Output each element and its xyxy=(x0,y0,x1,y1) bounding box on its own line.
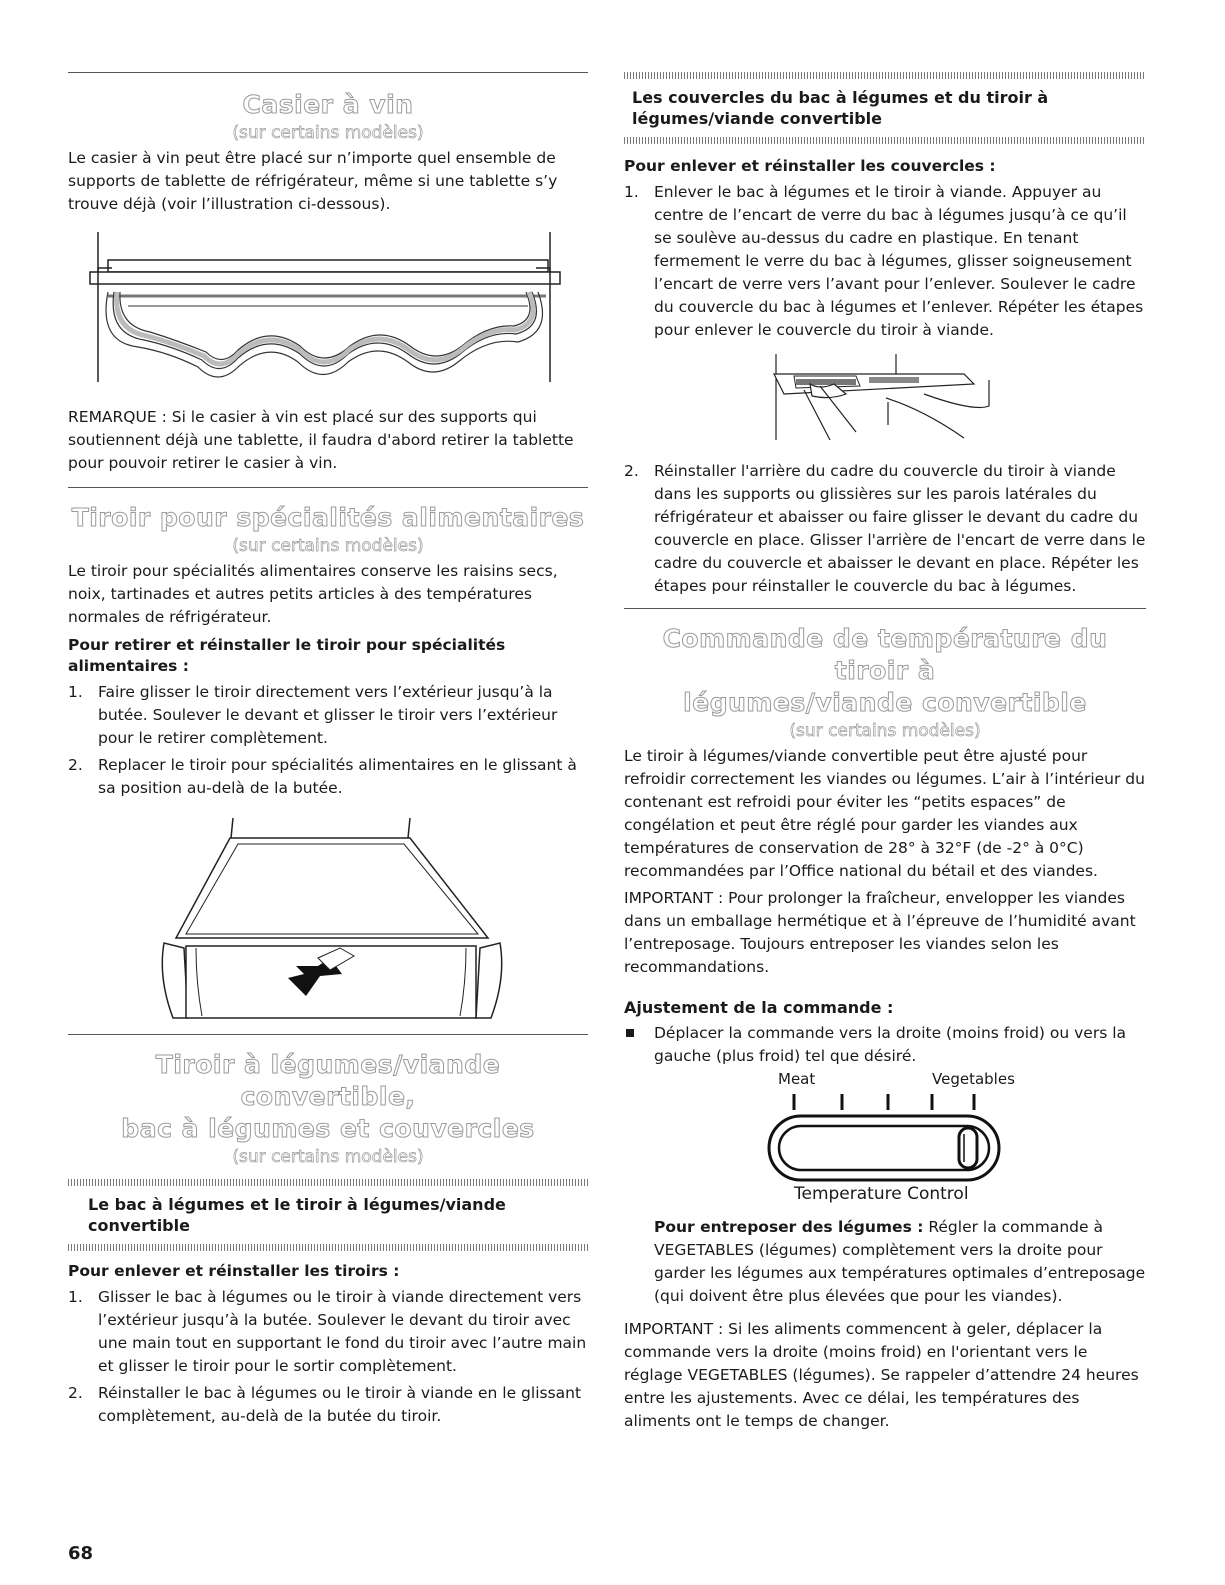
section-rule xyxy=(624,608,1146,609)
covers-steps-a xyxy=(624,181,1146,342)
specialty-drawer-subtitle: (sur certains modèles) xyxy=(232,536,424,556)
step-text: Enlever le bac à légumes et le tiroir à viande. Appuyer au centre de l’encart de verre du bac à légumes jusqu’à ce qu’il se soulève au-dessus du cadre en plastique. En tenant fermement le verre du bac à légumes, glisser soigneusement l’encart de verre vers l’avant pour l’enlever. Soulever le cadre du couvercle du bac à légumes et l’enlever. Répéter les étapes pour enlever le couvercle du tiroir à viande. xyxy=(654,183,1144,339)
important-text: Si les aliments commencent à geler, déplacer la commande vers la droite (moins froid) en l'orientant vers le réglage VEGETABLES (légumes). Se rappeler d’attendre 24 heures entre les ajustements. Avec ce délai, les températures des aliments ont le temps de changer. xyxy=(624,1320,1139,1430)
store-vegetables-label: Pour entreposer des légumes : xyxy=(654,1218,924,1236)
list-item xyxy=(68,1382,588,1428)
wine-rack-title: Casier à vin xyxy=(242,90,414,119)
temperature-control-caption: Temperature Control xyxy=(794,1184,969,1204)
hatch-rule xyxy=(624,72,1146,79)
wine-rack-intro: Le casier à vin peut être placé sur n’importe quel ensemble de supports de tablette de réfrigérateur, même si une tablette s’y trouve déjà (voir l’illustration ci-dessous). xyxy=(68,149,558,213)
meat-label: Meat xyxy=(778,1070,816,1088)
hatch-rule xyxy=(68,1244,588,1251)
important-text: Pour prolonger la fraîcheur, envelopper les viandes dans un emballage hermétique et à l’épreuve de l’humidité avant l’entreposage. Toujours entreposer les viandes selon les recommandations. xyxy=(624,889,1136,976)
important-label: IMPORTANT : xyxy=(624,1320,724,1338)
specialty-drawer-intro: Le tiroir pour spécialités alimentaires conserve les raisins secs, noix, tartinades et autres petits articles à des températures normales de réfrigérateur. xyxy=(68,562,558,626)
temp-control-subtitle: (sur certains modèles) xyxy=(789,721,981,741)
list-item xyxy=(68,1286,588,1378)
specialty-drawer-title: Tiroir pour spécialités alimentaires xyxy=(71,503,585,532)
crisper-title-line1: Tiroir à légumes/viande convertible, xyxy=(155,1050,501,1111)
list-item xyxy=(68,681,588,750)
wine-rack-note-text: Si le casier à vin est placé sur des supports qui soutiennent déjà une tablette, il faudra d'abord retirer la tablette pour pouvoir retirer le casier à vin. xyxy=(68,408,574,472)
section-rule xyxy=(68,487,588,488)
step-number: 2. xyxy=(68,1384,83,1402)
adjust-heading: Ajustement de la commande : xyxy=(624,998,894,1017)
step-text: Réinstaller l'arrière du cadre du couvercle du tiroir à viande dans les supports ou glissières sur les parois latérales du réfrigérateur et abaisser ou faire glisser le devant du cadre du couvercle en place. Glisser l'arrière de l'encart de verre dans le cadre du couvercle et abaisser le devant en place. Répéter les étapes pour réinstaller le couvercle du bac à légumes. xyxy=(654,462,1146,595)
list-item xyxy=(68,754,588,800)
step-number: 2. xyxy=(624,462,639,480)
vegetables-label: Vegetables xyxy=(932,1070,1015,1088)
crisper-subtitle: (sur certains modèles) xyxy=(232,1147,424,1167)
temp-control-title-line2: légumes/viande convertible xyxy=(683,688,1087,717)
temp-control-intro: Le tiroir à légumes/viande convertible peut être ajusté pour refroidir correctement les viandes ou légumes. L’air à l’intérieur du contenant est refroidi pour éviter les “petits espaces” de congélation et peut être réglé pour garder les viandes aux températures de conservation de 28° à 32°F (de -2° à 0°C) recommandées par l’Office national du bétail et des viandes. xyxy=(624,747,1145,880)
crisper-title-line2: bac à légumes et couvercles xyxy=(121,1114,535,1143)
left-column xyxy=(68,62,588,1428)
wine-rack-subtitle: (sur certains modèles) xyxy=(232,123,424,143)
adjust-bullet xyxy=(624,1022,1146,1068)
temp-control-important-2 xyxy=(624,1318,1146,1433)
wine-rack-note-label: REMARQUE : xyxy=(68,408,167,426)
list-item xyxy=(624,460,1146,598)
crisper-box-heading: Le bac à légumes et le tiroir à légumes/viande convertible xyxy=(88,1195,506,1235)
page-number: 68 xyxy=(68,1543,94,1564)
step-text: Replacer le tiroir pour spécialités alimentaires en le glissant à sa position au-delà de la butée. xyxy=(98,756,577,797)
bullet-square xyxy=(626,1029,634,1037)
step-number: 1. xyxy=(68,1288,83,1306)
wine-rack-illustration xyxy=(68,222,588,402)
step-number: 1. xyxy=(624,183,639,201)
important-label: IMPORTANT : xyxy=(624,889,724,907)
temperature-control-diagram xyxy=(624,1068,1146,1208)
section-rule xyxy=(68,1034,588,1035)
step-text: Glisser le bac à légumes ou le tiroir à viande directement vers l’extérieur jusqu’à la butée. Soulever le devant du tiroir avec une main tout en supportant le fond du tiroir avec l’autre main et glisser le tiroir pour le sortir complètement. xyxy=(98,1288,587,1375)
temperature-slider-graphic xyxy=(624,1090,1146,1190)
list-item xyxy=(624,181,1146,342)
temp-control-important-1 xyxy=(624,887,1146,979)
covers-box-heading: Les couvercles du bac à légumes et du tiroir à légumes/viande convertible xyxy=(632,88,1049,128)
step-number: 2. xyxy=(68,756,83,774)
crisper-steps xyxy=(68,1286,588,1428)
hatch-rule xyxy=(624,137,1146,144)
store-vegetables-text: Régler la commande à VEGETABLES (légumes) complètement vers la droite pour garder les légumes aux températures optimales d’entreposage (qui doivent être plus élevées que pour les viandes). xyxy=(654,1218,1146,1305)
crisper-heading: Pour enlever et réinstaller les tiroirs : xyxy=(68,1262,400,1280)
step-text: Faire glisser le tiroir directement vers l’extérieur jusqu’à la butée. Soulever le devant et glisser le tiroir vers l’extérieur pour le retirer complètement. xyxy=(98,683,558,747)
covers-steps-b xyxy=(624,460,1146,598)
temp-control-title-line1: Commande de température du tiroir à xyxy=(662,624,1108,685)
wine-rack-note xyxy=(68,406,588,475)
covers-heading: Pour enlever et réinstaller les couvercles : xyxy=(624,157,996,175)
specialty-drawer-heading: Pour retirer et réinstaller le tiroir pour spécialités alimentaires : xyxy=(68,636,506,675)
adjust-bullet-text: Déplacer la commande vers la droite (moins froid) ou vers la gauche (plus froid) tel que désiré. xyxy=(654,1024,1127,1065)
specialty-drawer-illustration xyxy=(68,808,588,1028)
section-rule xyxy=(68,72,588,73)
right-column xyxy=(624,62,1146,1433)
step-number: 1. xyxy=(68,683,83,701)
store-vegetables-note xyxy=(624,1216,1146,1308)
hatch-rule xyxy=(68,1179,588,1186)
step-text: Réinstaller le bac à légumes ou le tiroir à viande en le glissant complètement, au-delà de la butée du tiroir. xyxy=(98,1384,582,1425)
specialty-drawer-steps xyxy=(68,681,588,800)
cover-removal-illustration xyxy=(624,350,1146,450)
